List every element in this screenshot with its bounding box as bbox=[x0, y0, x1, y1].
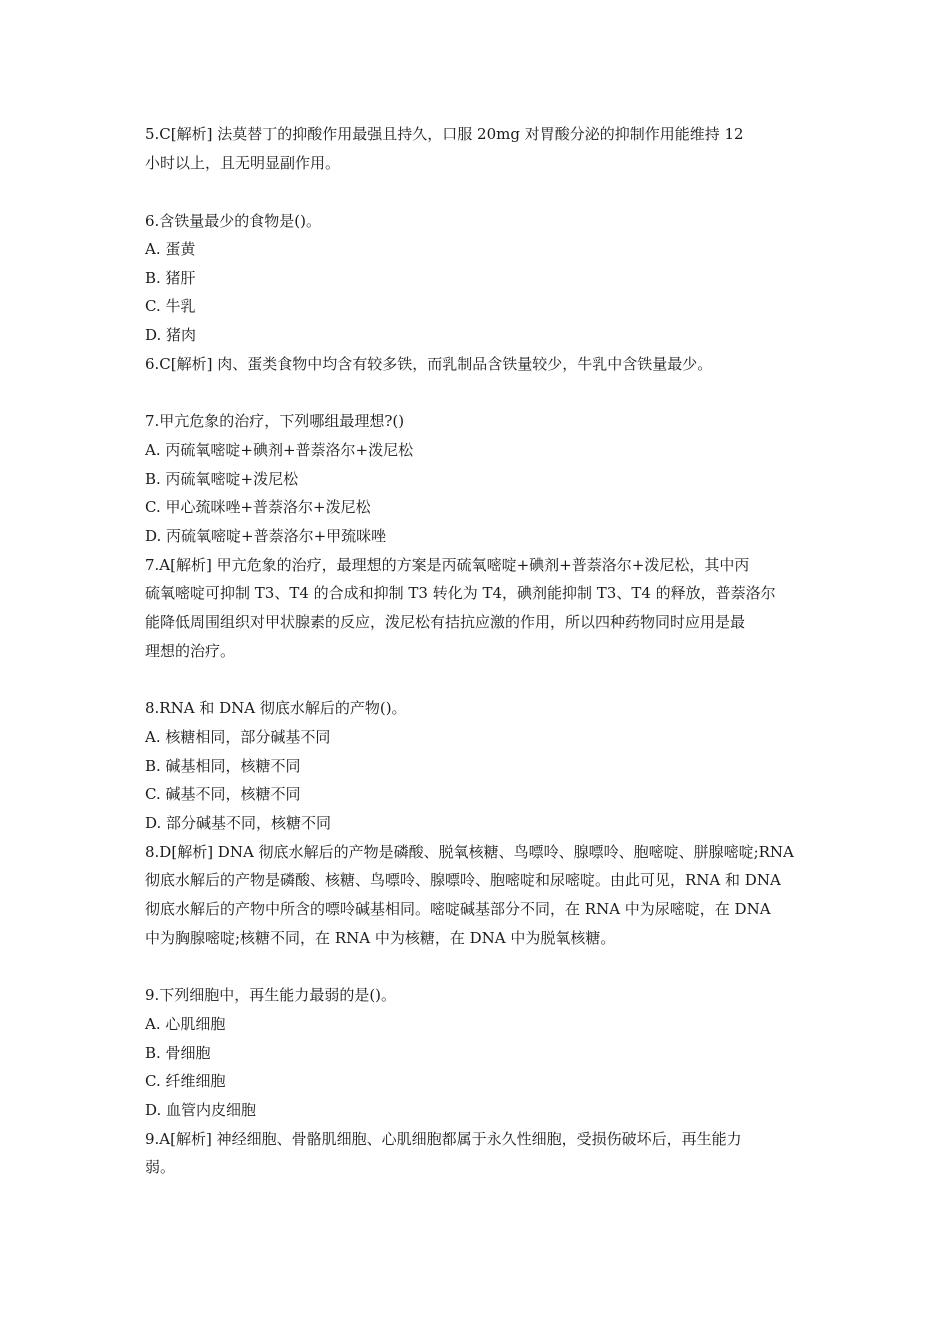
answer-7-explanation-line-1: 7.A[解析] 甲亢危象的治疗，最理想的方案是丙硫氧嘧啶+碘剂+普萘洛尔+泼尼松，其中丙 bbox=[145, 556, 750, 574]
question-6-option-b: B. 猪肝 bbox=[145, 269, 196, 287]
answer-5-explanation-line-2: 小时以上，且无明显副作用。 bbox=[145, 154, 341, 172]
question-9-stem: 9.下列细胞中，再生能力最弱的是()。 bbox=[145, 986, 397, 1004]
question-9-option-d: D. 血管内皮细胞 bbox=[145, 1101, 257, 1119]
question-9-option-b: B. 骨细胞 bbox=[145, 1044, 211, 1062]
question-6-stem: 6.含铁量最少的食物是()。 bbox=[145, 212, 322, 230]
answer-7-explanation-line-3: 能降低周围组织对甲状腺素的反应，泼尼松有拮抗应激的作用，所以四种药物同时应用是最 bbox=[145, 613, 746, 631]
question-8-option-d: D. 部分碱基不同，核糖不同 bbox=[145, 814, 332, 832]
answer-8-explanation-line-2: 彻底水解后的产物是磷酸、核糖、鸟嘌呤、腺嘌呤、胞嘧啶和尿嘧啶。由此可见，RNA 和 DNA bbox=[145, 871, 781, 889]
question-9-option-c: C. 纤维细胞 bbox=[145, 1072, 226, 1090]
answer-5-explanation-line-1: 5.C[解析] 法莫替丁的抑酸作用最强且持久，口服 20mg 对胃酸分泌的抑制作用能维持 12 bbox=[145, 125, 744, 143]
question-6-option-d: D. 猪肉 bbox=[145, 326, 197, 344]
question-6-option-c: C. 牛乳 bbox=[145, 297, 196, 315]
answer-7-explanation-line-4: 理想的治疗。 bbox=[145, 642, 236, 660]
answer-8-explanation-line-1: 8.D[解析] DNA 彻底水解后的产物是磷酸、脱氧核糖、鸟嘌呤、腺嘌呤、胞嘧啶、胼腺嘧啶;RNA bbox=[145, 843, 794, 861]
answer-8-explanation-line-4: 中为胸腺嘧啶;核糖不同，在 RNA 中为核糖，在 DNA 中为脱氧核糖。 bbox=[145, 929, 616, 947]
answer-9-explanation-line-1: 9.A[解析] 神经细胞、骨骼肌细胞、心肌细胞都属于永久性细胞，受损伤破坏后，再生能力 bbox=[145, 1130, 742, 1148]
answer-6-explanation: 6.C[解析] 肉、蛋类食物中均含有较多铁，而乳制品含铁量较少，牛乳中含铁量最少。 bbox=[145, 355, 713, 373]
question-7-option-b: B. 丙硫氧嘧啶+泼尼松 bbox=[145, 470, 299, 488]
question-7-option-a: A. 丙硫氧嘧啶+碘剂+普萘洛尔+泼尼松 bbox=[145, 441, 414, 459]
question-7-stem: 7.甲亢危象的治疗，下列哪组最理想?() bbox=[145, 412, 405, 430]
question-6-option-a: A. 蛋黄 bbox=[145, 240, 196, 258]
question-7-option-d: D. 丙硫氧嘧啶+普萘洛尔+甲巯咪唑 bbox=[145, 527, 387, 545]
answer-7-explanation-line-2: 硫氧嘧啶可抑制 T3、T4 的合成和抑制 T3 转化为 T4，碘剂能抑制 T3、T4 的释放，普萘洛尔 bbox=[145, 584, 776, 602]
question-8-stem: 8.RNA 和 DNA 彻底水解后的产物()。 bbox=[145, 699, 407, 717]
answer-9-explanation-line-2: 弱。 bbox=[145, 1158, 176, 1176]
question-8-option-a: A. 核糖相同，部分碱基不同 bbox=[145, 728, 331, 746]
question-8-option-b: B. 碱基相同，核糖不同 bbox=[145, 757, 301, 775]
question-7-option-c: C. 甲心巯咪唑+普萘洛尔+泼尼松 bbox=[145, 498, 371, 516]
question-8-option-c: C. 碱基不同，核糖不同 bbox=[145, 785, 301, 803]
question-9-option-a: A. 心肌细胞 bbox=[145, 1015, 226, 1033]
answer-8-explanation-line-3: 彻底水解后的产物中所含的嘌呤碱基相同。嘧啶碱基部分不同，在 RNA 中为尿嘧啶，在 DNA bbox=[145, 900, 771, 918]
